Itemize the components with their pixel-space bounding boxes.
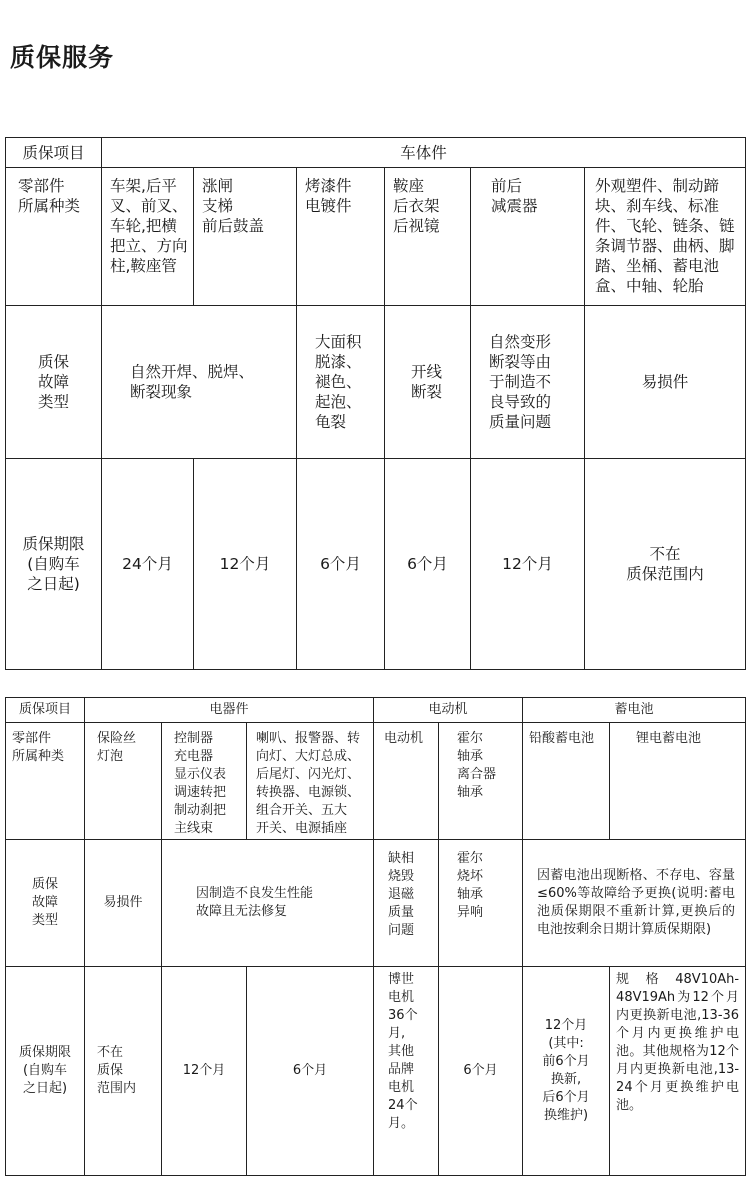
- period-cell: 6个月: [439, 967, 523, 1176]
- electric-parts-warranty-table: [5, 697, 746, 1176]
- period-cell: 12个月: [162, 967, 247, 1176]
- period-cell: 6个月: [247, 967, 374, 1176]
- item-label-cell: 质保项目: [6, 698, 85, 723]
- table-row: [6, 698, 746, 723]
- table-row: [6, 723, 746, 840]
- period-label-cell: 质保期限 (自购车 之日起): [6, 967, 85, 1176]
- fault-cell: 易损件: [585, 306, 746, 459]
- fault-cell: 大面积 脱漆、 褪色、 起泡、 龟裂: [297, 306, 385, 459]
- parts-cell: 控制器 充电器 显示仪表 调速转把 制动刹把 主线束: [162, 723, 247, 840]
- parts-cell: 电动机: [374, 723, 439, 840]
- group-header-electrical: 电器件: [85, 698, 374, 723]
- parts-cell: 铅酸蓄电池: [523, 723, 610, 840]
- table-row: [6, 967, 746, 1176]
- table-row: [6, 168, 746, 306]
- period-cell: 博世 电机 36个 月, 其他 品牌 电机 24个 月。: [374, 967, 439, 1176]
- fault-cell: 自然变形 断裂等由 于制造不 良导致的 质量问题: [471, 306, 585, 459]
- fault-cell: 自然开焊、脱焊、 断裂现象: [102, 306, 297, 459]
- table-row: [6, 306, 746, 459]
- period-cell: 24个月: [102, 459, 194, 670]
- parts-label-cell: 零部件 所属种类: [6, 723, 85, 840]
- fault-cell: 缺相 烧毁 退磁 质量 问题: [374, 840, 439, 967]
- period-cell: 6个月: [297, 459, 385, 670]
- table-row: [6, 138, 746, 168]
- parts-cell: 霍尔 轴承 离合器 轴承: [439, 723, 523, 840]
- fault-cell: 易损件: [85, 840, 162, 967]
- parts-cell: 鞍座 后衣架 后视镜: [385, 168, 471, 306]
- parts-cell: 前后 减震器: [471, 168, 585, 306]
- item-label-cell: 质保项目: [6, 138, 102, 168]
- parts-cell: 锂电蓄电池: [610, 723, 746, 840]
- parts-cell: 车架,后平 叉、前叉、 车轮,把横 把立、方向 柱,鞍座管: [102, 168, 194, 306]
- period-cell: 不在 质保范围内: [585, 459, 746, 670]
- body-parts-warranty-table: [5, 137, 746, 670]
- period-label-cell: 质保期限 (自购车 之日起): [6, 459, 102, 670]
- parts-cell: 保险丝 灯泡: [85, 723, 162, 840]
- period-cell: 不在 质保 范围内: [85, 967, 162, 1176]
- fault-cell: 因制造不良发生性能 故障且无法修复: [162, 840, 374, 967]
- period-cell: 规格48V10Ah-48V19Ah为12个月内更换新电池,13-36个月内更换维护电池。其他规格为12个月内更换新电池,13-24个月更换维护电池。: [610, 967, 746, 1176]
- period-cell: 12个月 (其中: 前6个月 换新, 后6个月 换维护): [523, 967, 610, 1176]
- period-cell: 6个月: [385, 459, 471, 670]
- table-row: [6, 459, 746, 670]
- parts-cell: 喇叭、报警器、转 向灯、大灯总成、 后尾灯、闪光灯、 转换器、电源锁、 组合开关、五大 开关、电源插座: [247, 723, 374, 840]
- parts-label-cell: 零部件 所属种类: [6, 168, 102, 306]
- parts-cell: 烤漆件 电镀件: [297, 168, 385, 306]
- period-cell: 12个月: [194, 459, 297, 670]
- fault-label-cell: 质保 故障 类型: [6, 840, 85, 967]
- group-header-battery: 蓄电池: [523, 698, 746, 723]
- parts-cell: 外观塑件、制动蹄 块、刹车线、标准 件、飞轮、链条、链 条调节器、曲柄、脚 踏、坐桶、蓄电池 盒、中轴、轮胎: [585, 168, 746, 306]
- group-header-motor: 电动机: [374, 698, 523, 723]
- fault-cell: 霍尔 烧坏 轴承 异响: [439, 840, 523, 967]
- table-row: [6, 840, 746, 967]
- parts-cell: 涨闸 支梯 前后鼓盖: [194, 168, 297, 306]
- fault-label-cell: 质保 故障 类型: [6, 306, 102, 459]
- fault-cell: 因蓄电池出现断格、不存电、容量≤60%等故障给予更换(说明:蓄电池质保期限不重新计算,更换后的电池按剩余日期计算质保期限): [523, 840, 746, 967]
- group-header-body-parts: 车体件: [102, 138, 746, 168]
- fault-cell: 开线 断裂: [385, 306, 471, 459]
- period-cell: 12个月: [471, 459, 585, 670]
- page-title: 质保服务: [10, 43, 115, 72]
